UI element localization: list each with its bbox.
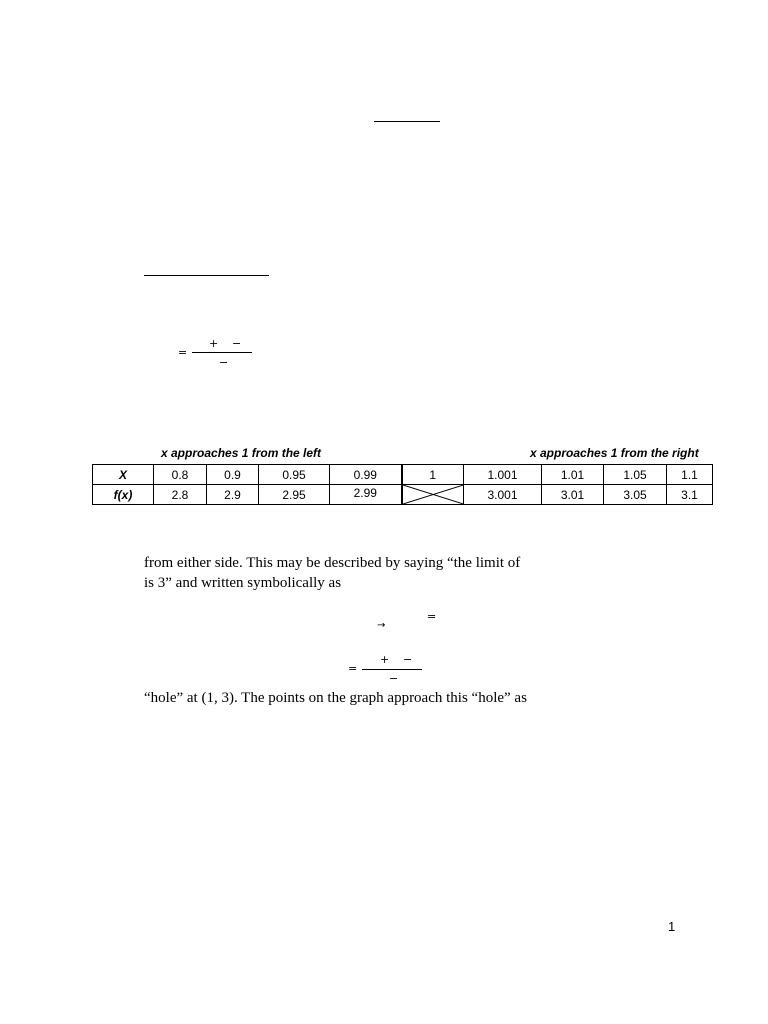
fx-value-cell: 2.8 <box>154 485 207 505</box>
x-header-cell: X <box>93 465 154 485</box>
equals-sign: = <box>427 610 437 623</box>
x-value-cell: 1.01 <box>542 465 604 485</box>
cross-out-mark <box>403 485 464 504</box>
x-value-cell: 1.05 <box>604 465 667 485</box>
fx-value-cell: 3.05 <box>604 485 667 505</box>
fx-value-cell: 2.95 <box>259 485 330 505</box>
section-heading-underline <box>144 275 269 276</box>
limit-values-table <box>92 464 713 505</box>
x-value-cell: 0.95 <box>259 465 330 485</box>
x-value-cell: 0.99 <box>330 465 402 485</box>
minus-sign: − <box>219 356 229 369</box>
minus-sign: − <box>389 672 399 685</box>
fx-header-cell: f(x) <box>93 485 154 505</box>
paragraph-line: “hole” at (1, 3). The points on the graph approach this “hole” as <box>144 690 527 706</box>
equals-sign: = <box>178 346 188 359</box>
arrow-symbol: → <box>377 620 386 631</box>
right-approach-caption: x approaches 1 from the right <box>530 446 699 460</box>
left-approach-caption: x approaches 1 from the left <box>161 446 322 460</box>
minus-sign: − <box>232 337 242 350</box>
paragraph-line: is 3” and written symbolically as <box>144 575 342 591</box>
title-underline <box>374 121 440 122</box>
fraction-bar <box>362 669 422 670</box>
undefined-value-cell <box>402 485 464 505</box>
fx-value-cell: 2.99 <box>330 485 402 505</box>
page-number: 1 <box>668 919 676 934</box>
x-value-cell: 1 <box>402 465 464 485</box>
x-value-cell: 1.1 <box>667 465 713 485</box>
paragraph-line: from either side. This may be described by saying “the limit of <box>144 555 521 571</box>
fx-value-cell: 3.01 <box>542 485 604 505</box>
plus-sign: + <box>209 337 219 350</box>
x-value-cell: 1.001 <box>464 465 542 485</box>
plus-sign: + <box>380 653 390 666</box>
x-value-cell: 0.8 <box>154 465 207 485</box>
minus-sign: − <box>403 653 413 666</box>
fx-value-cell: 3.001 <box>464 485 542 505</box>
x-value-cell: 0.9 <box>207 465 259 485</box>
fraction-bar <box>192 352 252 353</box>
fx-value-cell: 3.1 <box>667 485 713 505</box>
fx-value-cell: 2.9 <box>207 485 259 505</box>
fx-row <box>93 485 713 505</box>
x-row <box>93 465 713 485</box>
equals-sign: = <box>348 662 358 675</box>
